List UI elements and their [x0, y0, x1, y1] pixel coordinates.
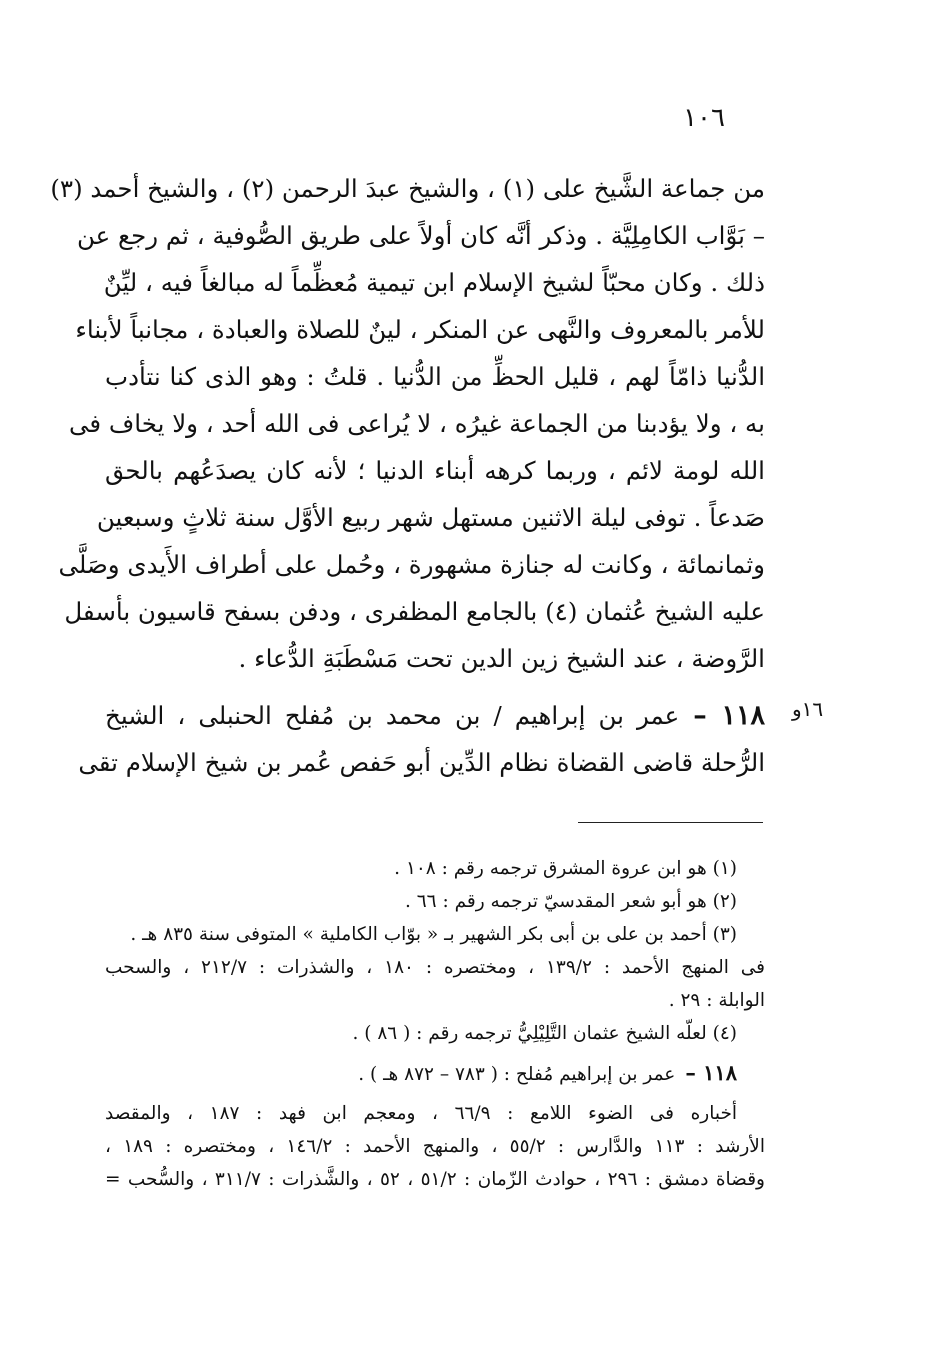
entry-line-2: الرُّحلة قاضى القضاة نظام الدِّين أبو حَفص عُمر بن شيخ الإسلام تقى: [78, 748, 765, 777]
footnote-3-continued: فى المنهج الأحمد : ١٣٩/٢ ، ومختصره : ١٨٠ ، والشذرات : ٢١٢/٧ ، والسحب: [105, 957, 765, 978]
biography-entry: [78, 692, 765, 786]
main-line: وثمانمائة ، وكانت له جنازة مشهورة ، وحُمل على أطراف الأَيدى وصَلَّى: [58, 550, 765, 579]
footnote-entry-118: [105, 1056, 765, 1091]
footnote-sources-line-2: الأرشد : ١١٣ والدَّارس : ٥٥/٢ ، والمنهج الأحمد : ١٤٦/٢ ، ومختصره : ١٨٩ ،: [105, 1136, 765, 1157]
margin-folio-note: ١٦و: [792, 697, 824, 721]
footnote-entry-number: ١١٨ –: [685, 1060, 737, 1085]
footnote-3-end: الوابلة : ٢٩ .: [668, 990, 765, 1011]
footnote-entry-text: عمر بن إبراهيم مُفلح : ( ٧٨٣ – ٨٧٢ هـ ) .: [358, 1064, 676, 1085]
main-line: ذلك . وكان محبّاً لشيخ الإسلام ابن تيمية مُعظِّماً له مبالغاً فيه ، ليِّنٌ: [103, 268, 765, 297]
footnote-sources-line-1: أخباره فى الضوء اللامع : ٦٦/٩ ، ومعجم ابن فهد : ١٨٧ ، والمقصد: [105, 1103, 738, 1124]
main-text: [50, 165, 765, 682]
footnote-2: (٢) هو أبو شعر المقدسيّ ترجمه رقم : ٦٦ .: [404, 891, 737, 912]
entry-line-1: [105, 692, 765, 739]
footnote-1: (١) هو ابن عروة المشرق ترجمه رقم : ١٠٨ .: [394, 858, 737, 879]
footnote-separator: [578, 822, 763, 823]
footnote-3: (٣) أحمد بن على بن أبى بكر الشهير بـ « بوّاب الكاملية » المتوفى سنة ٨٣٥ هـ .: [130, 924, 737, 945]
footnotes: [105, 852, 765, 1196]
main-line: عليه الشيخ عُثمان (٤) بالجامع المظفرى ، ودفن بسفح قاسيون بأسفل: [64, 597, 765, 626]
main-line: الرَّوضة ، عند الشيخ زين الدين تحت مَسْطَبَةِ الدُّعاء .: [238, 644, 765, 673]
main-line: صَدعاً . توفى ليلة الاثنين مستهل شهر ربيع الأوَّل سنة ثلاثٍ وسبعين: [96, 503, 765, 532]
main-line: الدُّنيا ذامّاً لهم ، قليل الحظِّ من الدُّنيا . قلتُ : وهو الذى كنا نتأدب: [105, 362, 765, 391]
entry-number: ١١٨ –: [693, 700, 765, 731]
footnote-sources-line-3: وقضاة دمشق : ٢٩٦ ، حوادث الزّمان : ٥١/٢ ، ٥٢ ، والشَّذرات : ٣١١/٧ ، والسُّحب =: [105, 1169, 765, 1190]
main-line: به ، ولا يؤدبنا من الجماعة غيرُه ، لا يُراعى فى الله أحد ، ولا يخاف فى: [68, 409, 765, 438]
main-line: للأمر بالمعروف والنَّهى عن المنكر ، لينٌ للصلاة والعبادة ، مجانباً لأبناء: [75, 315, 765, 344]
page-number: ١٠٦: [683, 103, 725, 133]
main-line: الله لومة لائم ، وربما كرهه أبناء الدنيا ؛ لأنه كان يصدَعُهم بالحق: [105, 456, 765, 485]
footnote-4: (٤) لعلّه الشيخ عثمان التَّلِيْلِيُّ ترجمه رقم : ( ٨٦ ) .: [352, 1023, 737, 1044]
entry-line-1-text: عمر بن إبراهيم / بن محمد بن مُفلح الحنبلى ، الشيخ: [105, 701, 680, 730]
main-line: – بَوَّاب الكامِلِيَّة . وذكر أنَّه كان أولاً على طريق الصُّوفية ، ثم رجع عن: [76, 221, 765, 250]
main-line: من جماعة الشَّيخ على (١) ، والشيخ عبدَ الرحمن (٢) ، والشيخ أحمد (٣): [50, 174, 765, 203]
